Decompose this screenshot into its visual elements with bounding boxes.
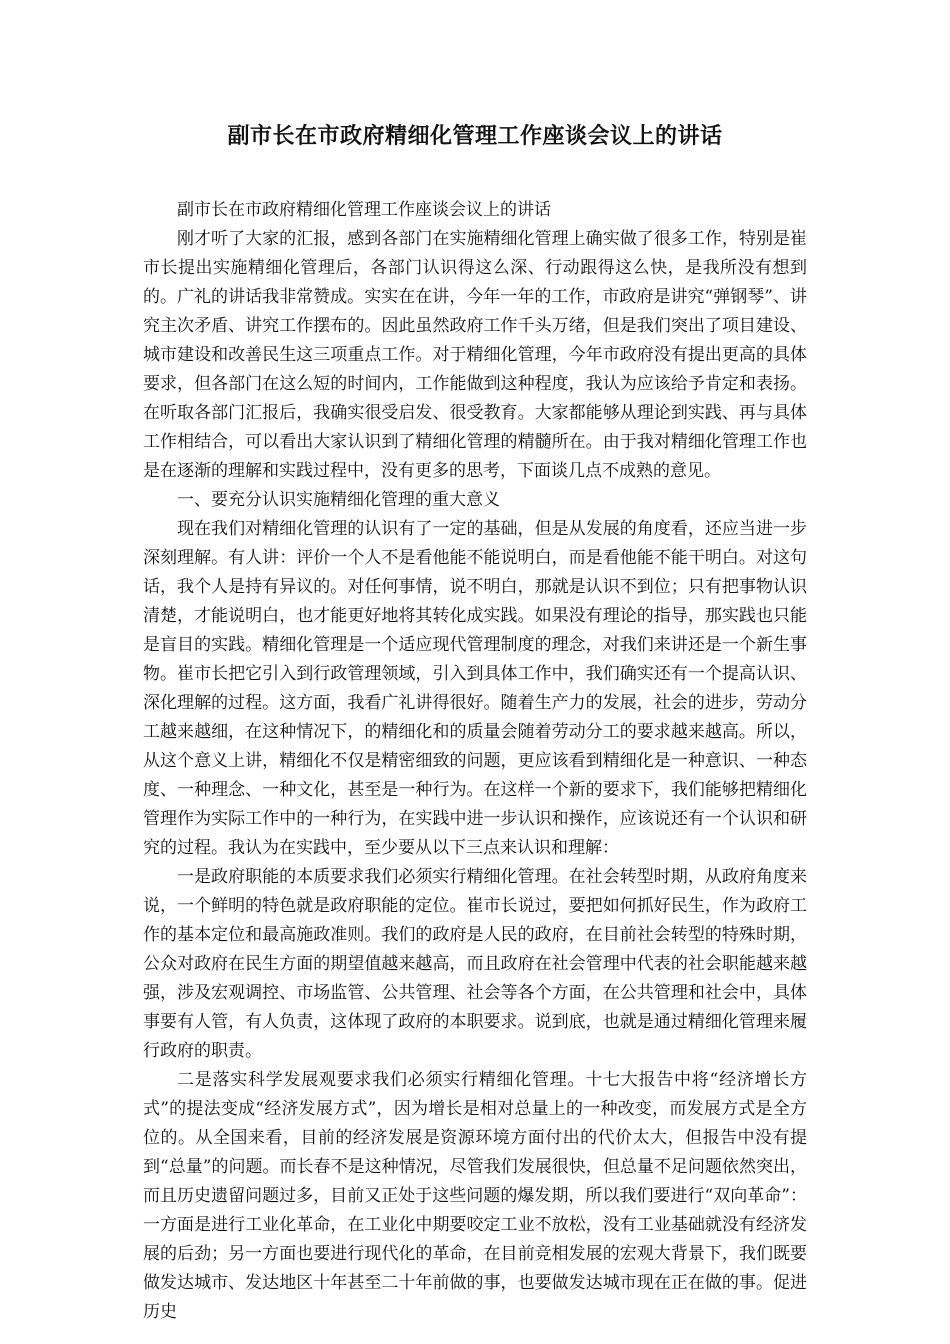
paragraph-intro: 刚才听了大家的汇报，感到各部门在实施精细化管理上确实做了很多工作，特别是崔市长提出实施精细化管理后，各部门认识得这么深、行动跟得这么快，是我所没有想到的。广礼的讲话我非常赞成。实实在在讲，今年一年的工作，市政府是讲究“弹钢琴”、讲究主次矛盾、讲究工作摆布的。因此虽然政府工作千头万绪，但是我们突出了项目建设、城市建设和改善民生这三项重点工作。对于精细化管理，今年市政府没有提出更高的具体要求，但各部门在这么短的时间内，工作能做到这种程度，我认为应该给予肯定和表扬。在听取各部门汇报后，我确实很受启发、很受教育。大家都能够从理论到实践、再与具体工作相结合，可以看出大家认识到了精细化管理的精髓所在。由于我对精细化管理工作也是在逐渐的理解和实践过程中，没有更多的思考，下面谈几点不成熟的意见。 <box>143 229 807 481</box>
section-heading-1: 一、要充分认识实施精细化管理的重大意义 <box>177 490 500 510</box>
document-body <box>143 196 807 1327</box>
paragraph-understanding: 现在我们对精细化管理的认识有了一定的基础，但是从发展的角度看，还应当进一步深刻理解。有人讲：评价一个人不是看他能不能说明白，而是看他能不能干明白。对这句话，我个人是持有异议的。对任何事情，说不明白，那就是认识不到位；只有把事物认识清楚，才能说明白，也才能更好地将其转化成实践。如果没有理论的指导，那实践也只能是盲目的实践。精细化管理是一个适应现代管理制度的理念，对我们来讲还是一个新生事物。崔市长把它引入到行政管理领域，引入到具体工作中，我们确实还有一个提高认识、深化理解的过程。这方面，我看广礼讲得很好。随着生产力的发展，社会的进步，劳动分工越来越细，在这种情况下，的精细化和的质量会随着劳动分工的要求越来越高。所以，从这个意义上讲，精细化不仅是精密细致的问题，更应该看到精细化是一种意识、一种态度、一种理念、一种文化，甚至是一种行为。在这样一个新的要求下，我们能够把精细化管理作为实际工作中的一种行为，在实践中进一步认识和操作，应该说还有一个认识和研究的过程。我认为在实践中，至少要从以下三点来认识和理解： <box>143 519 807 858</box>
paragraph-subtitle: 副市长在市政府精细化管理工作座谈会议上的讲话 <box>177 200 551 220</box>
paragraph-point-1: 一是政府职能的本质要求我们必须实行精细化管理。在社会转型时期，从政府角度来说，一个鲜明的特色就是政府职能的定位。崔市长说过，要把如何抓好民生，作为政府工作的基本定位和最高施政准则。我们的政府是人民的政府，在目前社会转型的特殊时期，公众对政府在民生方面的期望值越来越高，而且政府在社会管理中代表的社会职能越来越强，涉及宏观调控、市场监管、公共管理、社会等各个方面，在公共管理和社会中，具体事要有人管，有人负责，这体现了政府的本职要求。说到底，也就是通过精细化管理来履行政府的职责。 <box>143 867 807 1061</box>
paragraph-point-2: 二是落实科学发展观要求我们必须实行精细化管理。十七大报告中将“经济增长方式”的提法变成“经济发展方式”，因为增长是相对总量上的一种改变，而发展方式是全方位的。从全国来看，目前的经济发展是资源环境方面付出的代价太大，但报告中没有提到“总量”的问题。而长春不是这种情况，尽管我们发展很快，但总量不足问题依然突出，而且历史遗留问题过多，目前又正处于这些问题的爆发期，所以我们要进行“双向革命”：一方面是进行工业化革命，在工业化中期要咬定工业不放松，没有工业基础就没有经济发展的后劲；另一方面也要进行现代化的革命，在目前竞相发展的宏观大背景下，我们既要做发达城市、发达地区十年甚至二十年前做的事，也要做发达城市现在正在做的事。促进历史 <box>143 1070 807 1322</box>
document-title: 副市长在市政府精细化管理工作座谈会议上的讲话 <box>227 124 723 149</box>
